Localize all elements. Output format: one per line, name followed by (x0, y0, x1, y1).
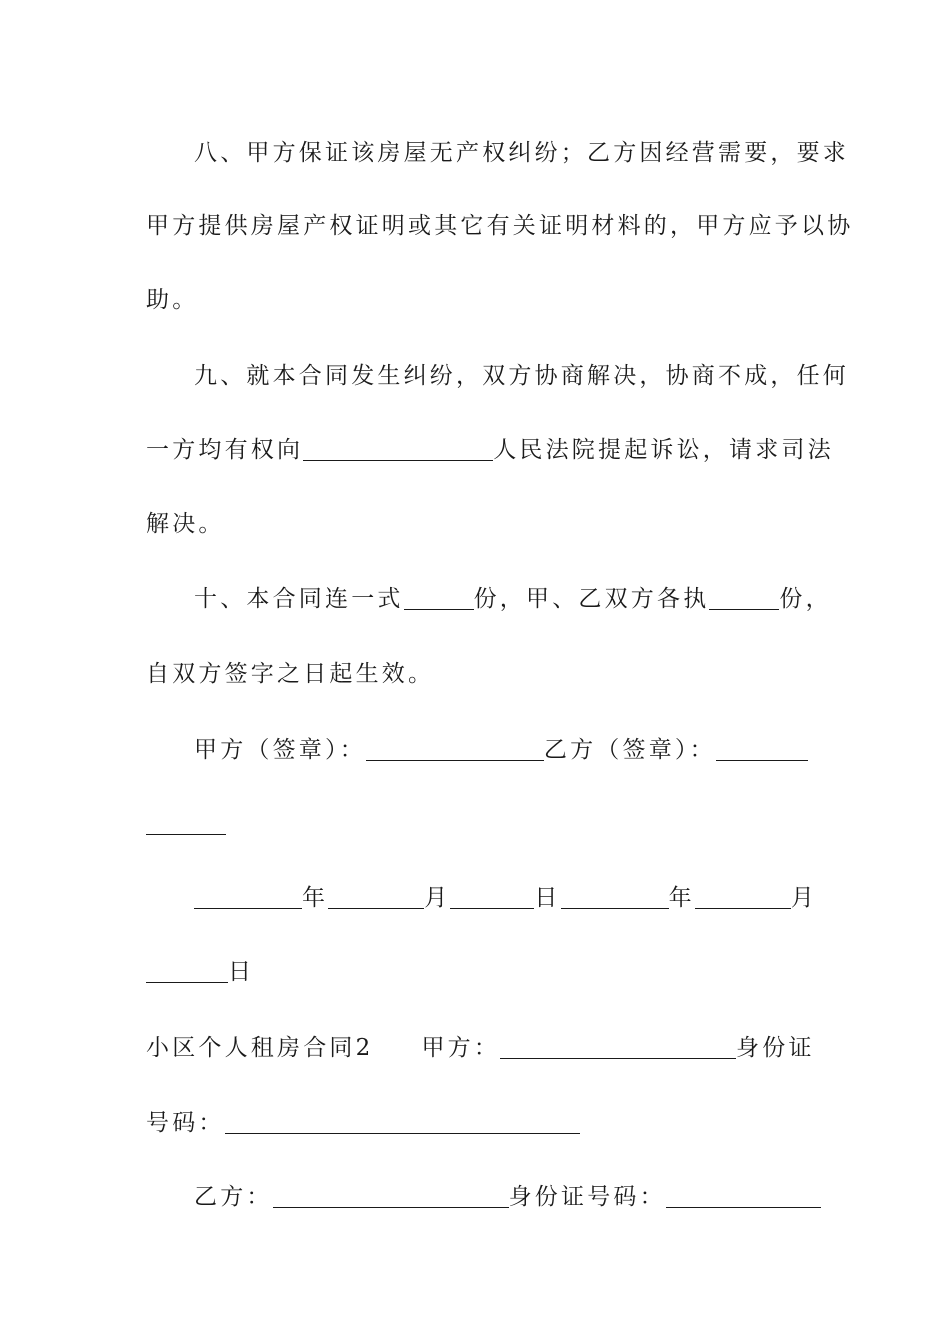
month-a-label: 月 (424, 885, 451, 911)
day-a-blank[interactable] (450, 878, 534, 909)
clause-9-text-a: 一方均有权向 (146, 437, 304, 463)
party-b-sign-blank[interactable] (716, 730, 808, 761)
court-name-blank[interactable] (303, 430, 493, 461)
month-b-label: 月 (790, 885, 818, 911)
day-b-label: 日 (228, 959, 255, 985)
contract2-party-b-label: 乙方： (194, 1184, 273, 1210)
party-b-sign-label: 乙方（签章）： (543, 737, 716, 763)
year-a-blank[interactable] (194, 878, 302, 909)
contract2-party-b-id-label: 身份证号码： (508, 1184, 666, 1210)
clause-10-text-a: 十、本合同连一式 (194, 586, 404, 612)
signature-line-cont (146, 804, 806, 844)
signature-line (194, 730, 806, 770)
clause-10-text-c: 份， (779, 586, 832, 612)
year-b-label: 年 (668, 885, 695, 911)
party-a-sign-label: 甲方（签章）： (194, 737, 366, 763)
month-b-blank[interactable] (695, 878, 791, 909)
date-line-cont (146, 952, 806, 992)
contract2-title: 小区个人租房合同2 (146, 1035, 374, 1061)
day-a-label: 日 (534, 885, 561, 911)
clause-10-text-b: 份，甲、乙双方各执 (473, 586, 710, 612)
copies-each-blank[interactable] (709, 579, 779, 610)
clause-10-line-1 (194, 579, 832, 619)
contract2-party-b-line (194, 1177, 806, 1217)
clause-9-text-b: 人民法院提起诉讼，请求司法 (493, 437, 834, 463)
copies-total-blank[interactable] (404, 579, 474, 610)
contract2-id-label-2: 号码： (146, 1110, 225, 1136)
year-a-label: 年 (302, 885, 329, 911)
clause-8-line-1: 八、甲方保证该房屋无产权纠纷；乙方因经营需要，要求 (194, 140, 849, 166)
contract2-header-line (146, 1028, 815, 1068)
clause-9-line-3: 解决。 (146, 511, 225, 537)
contract2-party-a-id-blank[interactable] (225, 1103, 580, 1134)
clause-8-line-3: 助。 (146, 287, 199, 313)
contract2-party-a-blank[interactable] (500, 1028, 736, 1059)
party-b-sign-blank-cont[interactable] (146, 804, 226, 835)
party-a-sign-blank[interactable] (366, 730, 544, 761)
clause-9-line-2 (146, 430, 834, 470)
contract2-party-b-blank[interactable] (273, 1177, 509, 1208)
day-b-blank[interactable] (146, 952, 228, 983)
date-line (194, 878, 818, 918)
contract2-party-b-id-blank[interactable] (666, 1177, 821, 1208)
clause-10-line-2: 自双方签字之日起生效。 (146, 661, 435, 687)
month-a-blank[interactable] (328, 878, 424, 909)
clause-8-line-2: 甲方提供房屋产权证明或其它有关证明材料的，甲方应予以协 (146, 213, 854, 239)
contract2-id-label-1: 身份证 (736, 1035, 815, 1061)
year-b-blank[interactable] (561, 878, 669, 909)
contract2-id-line (146, 1103, 806, 1143)
clause-9-line-1: 九、就本合同发生纠纷，双方协商解决，协商不成，任何 (194, 363, 849, 389)
contract2-party-a-label: 甲方： (421, 1035, 501, 1061)
